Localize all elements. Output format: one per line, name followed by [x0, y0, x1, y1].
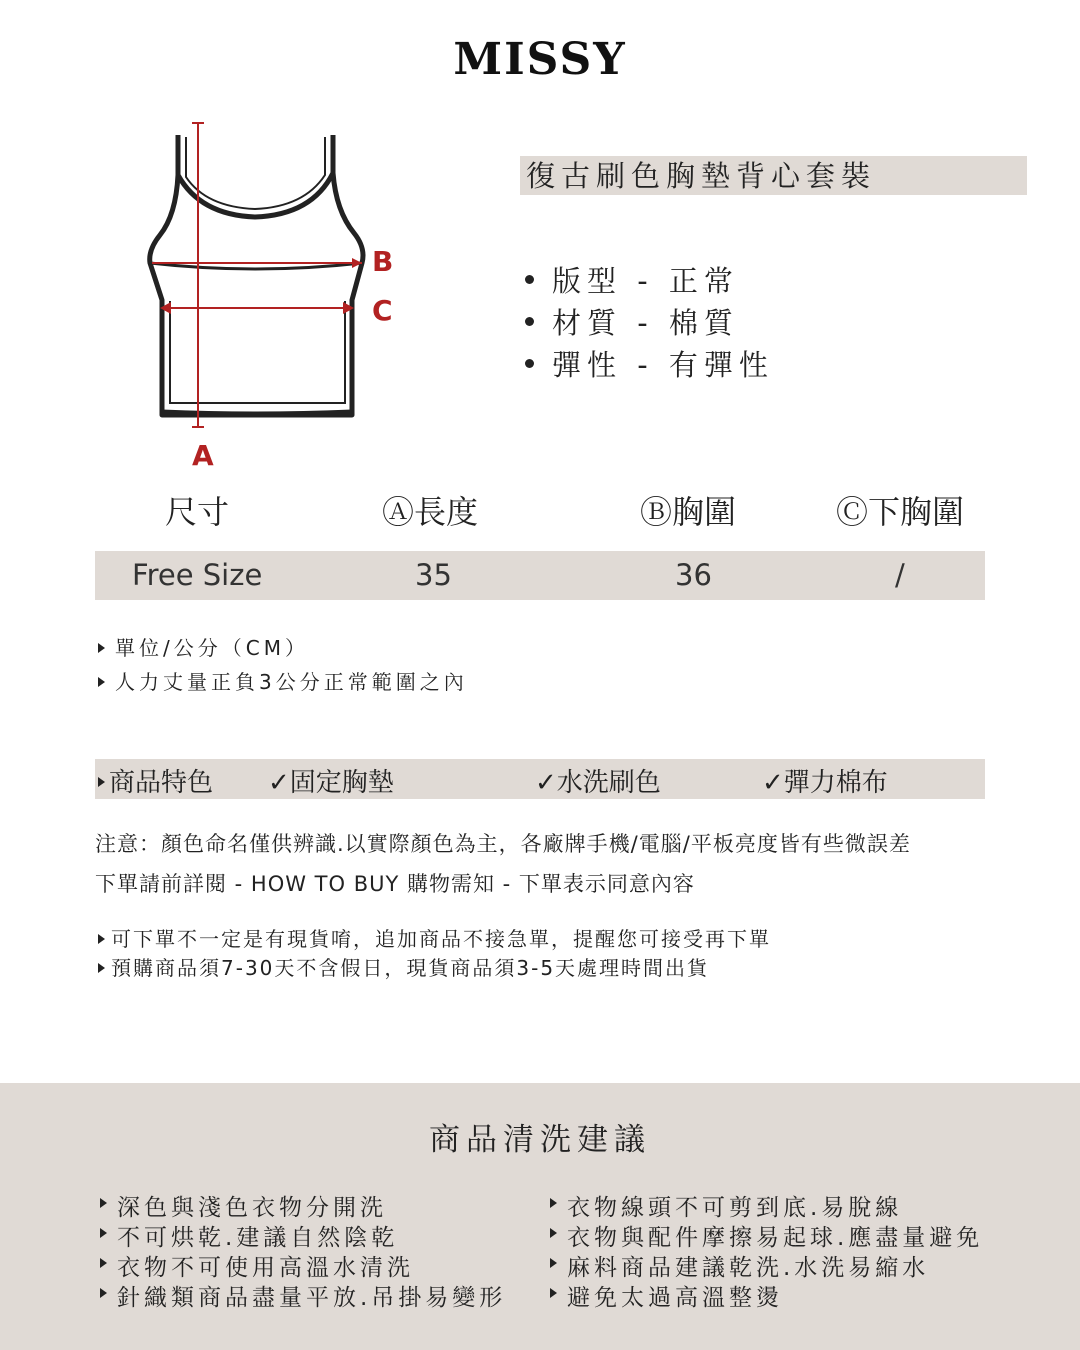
- triangle-bullet-icon: [550, 1228, 557, 1238]
- wash-item-text: 針織類商品盡量平放.吊掛易變形: [117, 1284, 507, 1311]
- bullet-icon: [525, 275, 534, 284]
- size-note-unit-text: 單位/公分（CM）: [115, 636, 309, 660]
- wash-item: [550, 1190, 983, 1220]
- triangle-bullet-icon: [98, 643, 105, 653]
- triangle-bullet-icon: [100, 1228, 107, 1238]
- wash-title: 商品清洗建議: [429, 1122, 651, 1158]
- order-note-stock-text: 可下單不一定是有現貨唷，追加商品不接急單，提醒您可接受再下單: [111, 927, 771, 951]
- size-note-unit: [98, 632, 309, 661]
- spec-item-material: [525, 300, 774, 342]
- triangle-bullet-icon: [550, 1288, 557, 1298]
- wash-item-text: 衣物不可使用高溫水清洗: [117, 1254, 414, 1281]
- triangle-bullet-icon: [100, 1288, 107, 1298]
- size-header-underbust: Ⓒ下胸圍: [836, 493, 965, 531]
- size-cell-bust: 36: [675, 558, 712, 592]
- wash-item-text: 不可烘乾.建議自然陰乾: [117, 1224, 399, 1251]
- feature-item-wash: ✓水洗刷色: [535, 768, 661, 798]
- wash-item-text: 衣物線頭不可剪到底.易脫線: [567, 1194, 903, 1221]
- tank-top-outline: [150, 135, 363, 415]
- wash-item-text: 避免太過高溫整燙: [567, 1284, 783, 1311]
- wash-item: [100, 1280, 506, 1310]
- notice-line-1: 注意：顏色命名僅供辨識.以實際顏色為主，各廠牌手機/電腦/平板亮度皆有些微誤差: [95, 832, 911, 856]
- diagram-label-b: B: [372, 245, 394, 278]
- size-cell-length: 35: [415, 558, 452, 592]
- triangle-bullet-icon: [98, 677, 105, 687]
- product-title: 復古刷色胸墊背心套裝: [526, 159, 877, 193]
- wash-item-text: 麻料商品建議乾洗.水洗易縮水: [567, 1254, 930, 1281]
- size-note-tolerance: [98, 666, 468, 695]
- spec-list: [525, 258, 774, 384]
- features-label: [98, 762, 213, 799]
- wash-list-left: [100, 1190, 506, 1310]
- triangle-bullet-icon: [100, 1258, 107, 1268]
- diagram-label-c: C: [372, 294, 393, 327]
- diagram-label-a: A: [192, 439, 214, 472]
- feature-item-pad: ✓固定胸墊: [268, 768, 394, 798]
- triangle-bullet-icon: [98, 777, 105, 787]
- wash-item: [100, 1250, 506, 1280]
- features-label-text: 商品特色: [109, 768, 214, 798]
- spec-fit-text: 版型 - 正常: [552, 263, 739, 298]
- size-cell-underbust: /: [895, 558, 905, 592]
- wash-item: [550, 1250, 983, 1280]
- wash-item: [100, 1190, 506, 1220]
- wash-list-right: [550, 1190, 983, 1310]
- order-note-stock: [98, 923, 771, 952]
- triangle-bullet-icon: [100, 1198, 107, 1208]
- brand-logo: MISSY: [453, 34, 627, 85]
- triangle-bullet-icon: [98, 963, 105, 973]
- size-note-tolerance-text: 人力丈量正負3公分正常範圍之內: [115, 670, 468, 694]
- notice-line-2: 下單請前詳閱 - HOW TO BUY 購物需知 - 下單表示同意內容: [95, 872, 695, 896]
- size-header-bust: Ⓑ胸圍: [640, 493, 737, 531]
- bullet-icon: [525, 359, 534, 368]
- size-header-size: 尺寸: [165, 493, 230, 531]
- wash-item: [550, 1280, 983, 1310]
- spec-elasticity-text: 彈性 - 有彈性: [552, 347, 774, 382]
- wash-item-text: 衣物與配件摩擦易起球.應盡量避免: [567, 1224, 984, 1251]
- size-header-length: Ⓐ長度: [382, 493, 479, 531]
- triangle-bullet-icon: [98, 934, 105, 944]
- wash-item: [100, 1220, 506, 1250]
- wash-item-text: 深色與淺色衣物分開洗: [117, 1194, 387, 1221]
- order-note-preorder: [98, 952, 709, 981]
- order-note-preorder-text: 預購商品須7-30天不含假日，現貨商品須3-5天處理時間出貨: [111, 956, 710, 980]
- spec-item-elasticity: [525, 342, 774, 384]
- feature-item-stretch: ✓彈力棉布: [762, 768, 888, 798]
- triangle-bullet-icon: [550, 1198, 557, 1208]
- bullet-icon: [525, 317, 534, 326]
- wash-item: [550, 1220, 983, 1250]
- spec-item-fit: [525, 258, 774, 300]
- size-cell-size: Free Size: [132, 558, 263, 592]
- spec-material-text: 材質 - 棉質: [552, 305, 739, 340]
- triangle-bullet-icon: [550, 1258, 557, 1268]
- tank-top-diagram: [140, 115, 394, 475]
